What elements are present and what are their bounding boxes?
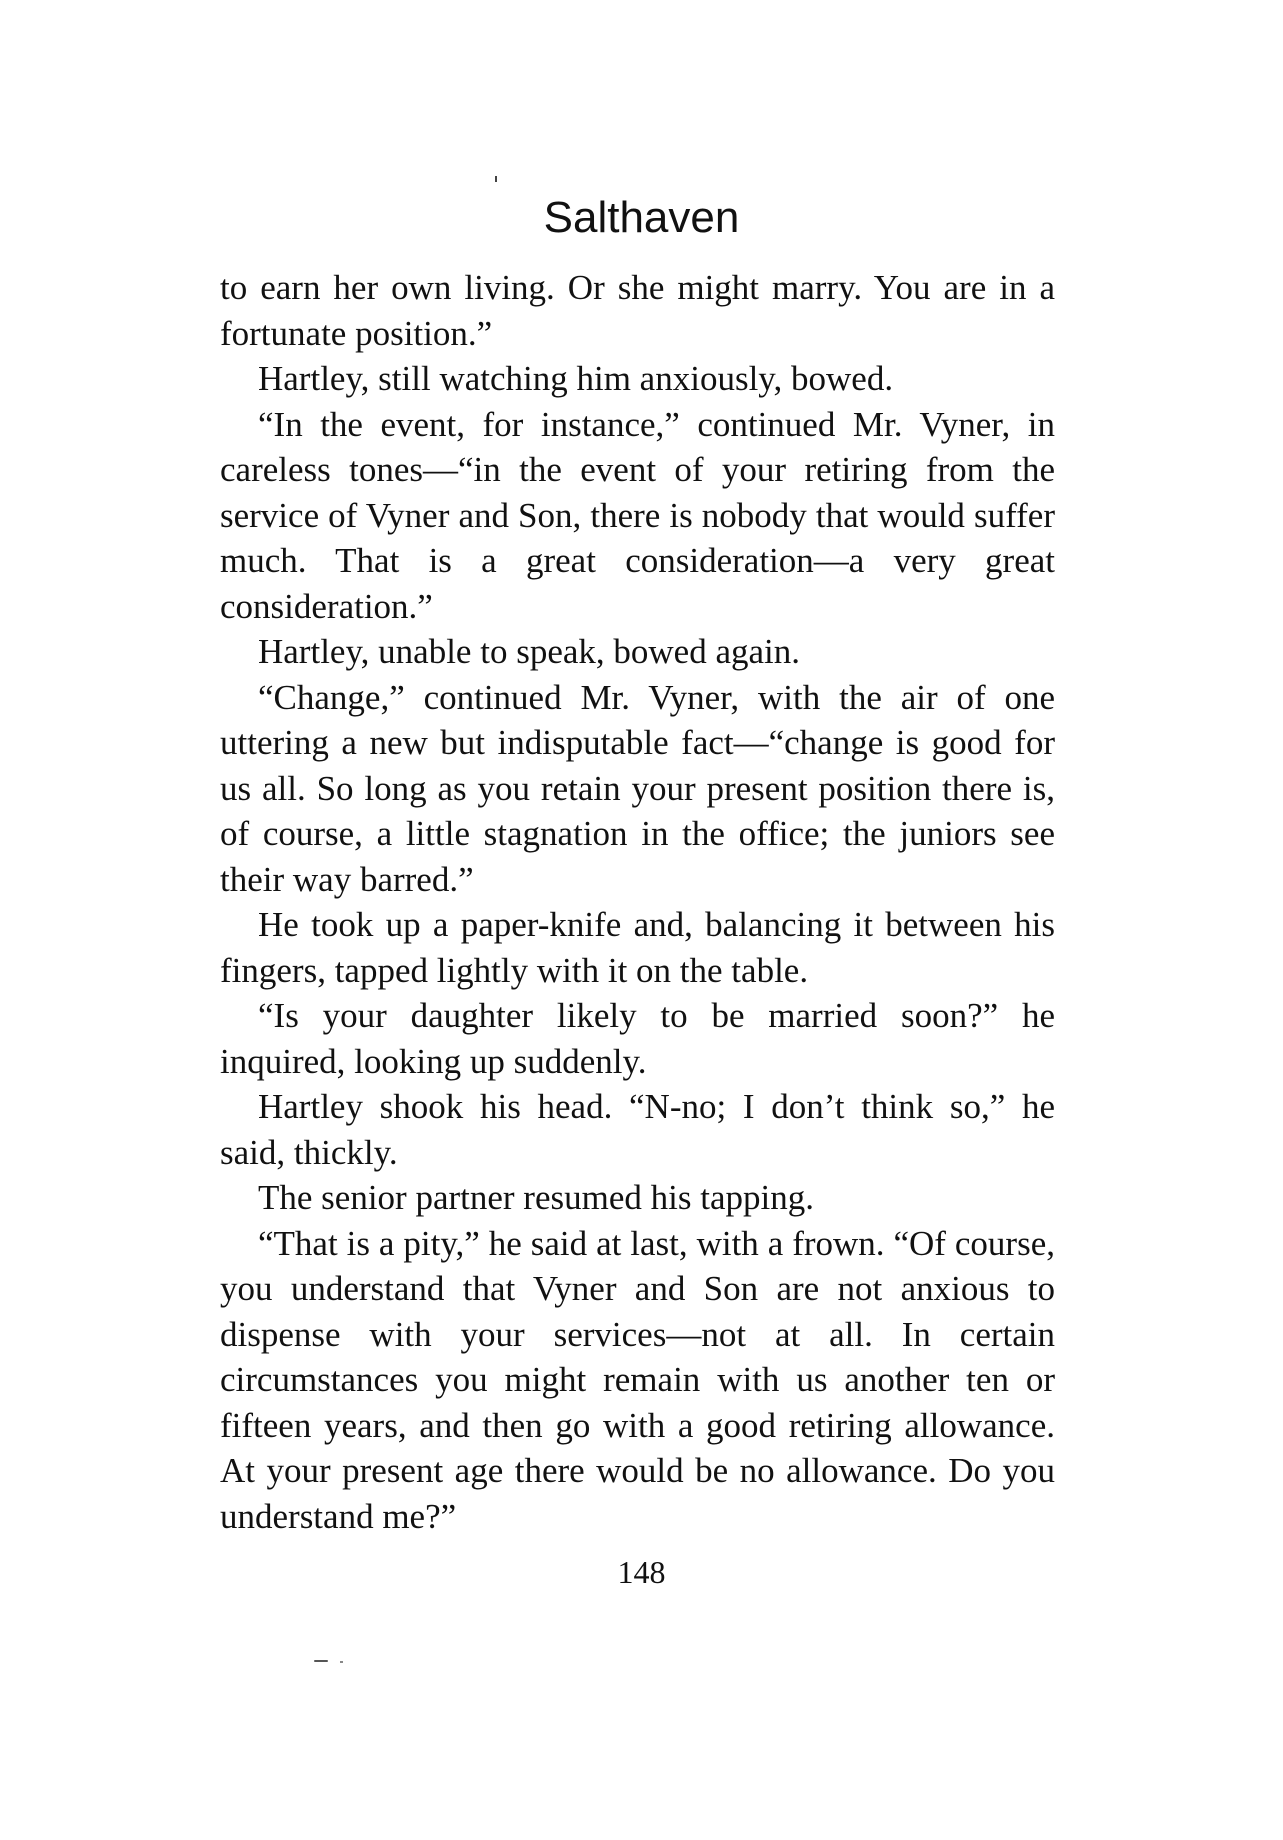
paragraph: He took up a paper-knife and, balancing it between his fingers, tapped lightly with it on the table. [220,905,1055,990]
print-speck [314,1660,328,1662]
paragraph: The senior partner resumed his tapping. [258,1178,814,1217]
paragraph: “Change,” continued Mr. Vyner, with the air of one uttering a new but indisputable fact—“change is good for us all. So long as you retain your present position there is, of course, a little stagnation in the office; the juniors see their way barred.” [220,677,1055,899]
print-speck [340,1661,343,1663]
running-head: Salthaven [543,193,740,242]
paragraph: “In the event, for instance,” continued Mr. Vyner, in careless tones—“in the event of your retiring from the service of Vyner and Son, there is nobody that would suffer much. That is a great consideration—a very great consideration.” [220,404,1055,626]
paragraph: “That is a pity,” he said at last, with a frown. “Of course, you understand that Vyner and Son are not anxious to dispense with your services—not at all. In certain circumstances you might remain with us another ten or fifteen years, and then go with a good retiring allowance. At your present age there would be no allowance. Do you understand me?” [220,1223,1055,1536]
paragraph-continued: to earn her own living. Or she might marry. You are in a fortunate position.” [220,268,1055,353]
paragraph: Hartley, still watching him anxiously, bowed. [258,359,894,398]
paragraph: “Is your daughter likely to be married soon?” he inquired, looking up suddenly. [220,996,1055,1081]
paragraph: Hartley shook his head. “N-no; I don’t think so,” he said, thickly. [220,1087,1055,1172]
body-text [220,265,1055,1539]
page-number: 148 [617,1554,666,1590]
print-speck [495,176,497,182]
paragraph: Hartley, unable to speak, bowed again. [258,632,800,671]
